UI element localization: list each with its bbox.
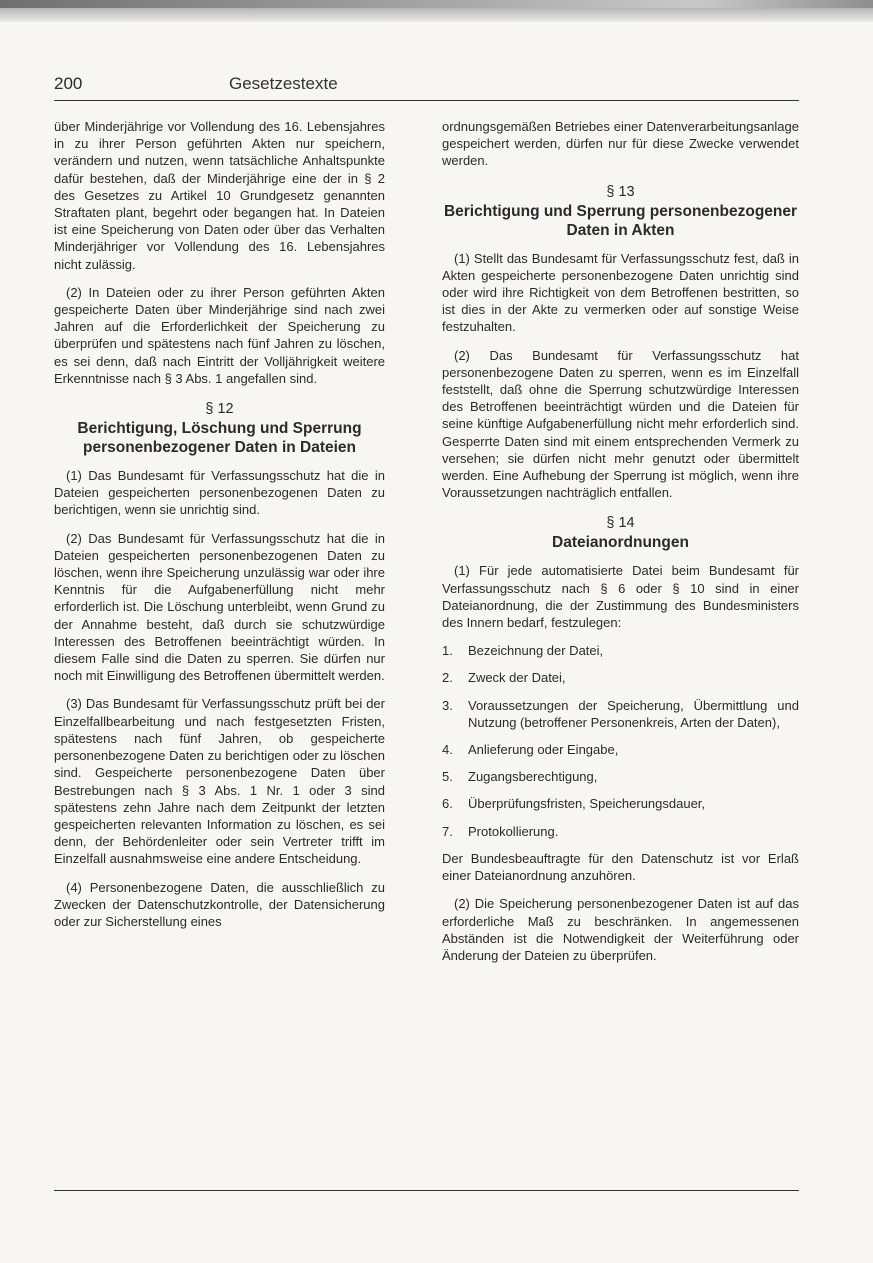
section-14-list [442,642,799,840]
paragraph-continued: über Minderjährige vor Vollendung des 16. Lebensjahres in zu ihrer Person geführten Akten nur speichern, verändern und nutzen, wenn tatsächliche Anhaltspunkte dafür bestehen, daß der Minderjährige eine der in § 2 des Gesetzes zu Artikel 10 Grundgesetz genannten Straftaten plant, begehrt oder begangen hat. In Dateien ist eine Speicherung von Daten oder über das Verhalten Minderjähriger vor Vollendung des 16. Lebensjahres nicht zulässig. [54,119,385,272]
section-13-number: § 13 [606,183,635,200]
section-12-paragraph-4: (4) Personenbezogene Daten, die ausschließlich zu Zwecken der Datenschutzkontrolle, der Datensicherung oder zur Sicherstellung eines [54,879,385,929]
list-item-text: Anlieferung oder Eingabe, [468,742,619,758]
list-item-number: 7. [442,823,453,839]
list-item-text: Zugangsberechtigung, [468,769,598,785]
right-column [442,118,799,975]
list-item-text: Zweck der Datei, [468,670,566,686]
paragraph-continued-right: ordnungsgemäßen Betriebes einer Datenverarbeitungsanlage gespeichert werden, dürfen nur für diese Zwecke verwendet werden. [442,119,799,169]
running-title: Gesetzestexte [229,74,338,93]
list-item-text: Überprüfungsfristen, Speicherungsdauer, [468,796,706,812]
section-12-paragraph-1: (1) Das Bundesamt für Verfassungsschutz hat die in Dateien gespeicherten personenbezogenen Daten zu berichtigen, wenn sie unrichtig sind. [54,468,385,518]
footer-rule [54,1190,799,1191]
list-item-number: 1. [442,643,453,659]
section-13-title: Berichtigung und Sperrung personenbezogener Daten in Akten [443,202,798,239]
list-item-number: 2. [442,670,453,686]
page-number: 200 [54,74,83,93]
list-item-text: Bezeichnung der Datei, [468,643,604,659]
section-12-paragraph-2: (2) Das Bundesamt für Verfassungsschutz hat die in Dateien gespeicherten personenbezogenen Daten zu löschen, wenn ihre Speicherung unzulässig war oder ihre Kenntnis für die Aufgabenerfüllung nicht mehr erforderlich ist. Die Löschung unterbleibt, wenn Grund zu der Annahme besteht, daß durch sie schutzwürdige Interessen des Betroffenen beeinträchtigt würden. In diesem Falle sind die Daten zu sperren. Sie dürfen nur noch mit Einwilligung des Betroffenen übermittelt werden. [54,530,385,684]
left-column [54,118,385,941]
list-item [442,768,799,785]
list-item-number: 4. [442,742,453,758]
section-12-number: § 12 [205,401,234,418]
list-item [442,642,799,659]
list-item [442,741,799,758]
list-item [442,669,799,686]
section-14-number: § 14 [606,515,635,532]
list-item-text: Protokollierung. [468,823,559,839]
section-14-paragraph-2: Der Bundesbeauftragte für den Datenschutz ist vor Erlaß einer Dateianordnung anzuhören. [442,850,799,884]
section-13-paragraph-2: (2) Das Bundesamt für Verfassungsschutz hat personenbezogene Daten zu sperren, wenn es im Einzelfall feststellt, daß ohne die Sperrung schutzwürdige Interessen des Betroffenen beeinträchtigt würden und die Dateien für seine künftige Aufgabenerfüllung nicht mehr erforderlich sind. Gesperrte Daten sind mit einem entsprechenden Vermerk zu versehen; sie dürfen nicht mehr genutzt oder übermittelt werden. Eine Aufhebung der Sperrung ist möglich, wenn ihre Voraussetzungen nachträglich entfallen. [442,347,799,501]
page-header [54,72,799,101]
list-item-text: Voraussetzungen der Speicherung, Übermittlung und Nutzung (betroffener Personenkreis, Arten der Daten), [468,697,799,730]
list-item [442,697,799,731]
section-14-paragraph-1: (1) Für jede automatisierte Datei beim Bundesamt für Verfassungsschutz nach § 6 oder § 10 sind in einer Dateianordnung, die der Zustimmung des Bundesministers des Innern bedarf, festzulegen: [442,563,799,631]
section-13-paragraph-1: (1) Stellt das Bundesamt für Verfassungsschutz fest, daß in Akten gespeicherte personenbezogene Daten unrichtig sind oder wird ihre Richtigkeit von dem Betroffenen bestritten, so ist dies in der Akte zu vermerken oder auf sonstige Weise festzuhalten. [442,250,799,335]
section-12-paragraph-3: (3) Das Bundesamt für Verfassungsschutz prüft bei der Einzelfallbearbeitung und nach festgesetzten Fristen, spätestens nach fünf Jahren, ob gespeicherte personenbezogene Daten zu berichtigen oder zu löschen sind. Gespeicherte personenbezogene Daten über Bestrebungen nach § 3 Abs. 1 Nr. 1 oder 3 sind spätestens zehn Jahre nach dem Zeitpunkt der letzten gespeicherten relevanten Information zu löschen, es sei denn, der Behördenleiter oder sein Vertreter trifft im Einzelfall ausnahmsweise eine andere Entscheidung. [54,696,385,867]
section-14-title: Dateianordnungen [552,534,689,552]
list-item-number: 6. [442,796,453,812]
scan-edge [0,0,873,8]
list-item [442,795,799,812]
section-12-title: Berichtigung, Löschung und Sperrung personenbezogener Daten in Dateien [77,420,362,457]
section-14-paragraph-3: (2) Die Speicherung personenbezogener Daten ist auf das erforderliche Maß zu beschränken. In angemessenen Abständen ist die Notwendigkeit der Weiterführung oder Änderung der Dateien zu überprüfen. [442,896,799,963]
list-item-number: 3. [442,697,453,713]
paragraph-2: (2) In Dateien oder zu ihrer Person geführten Akten gespeicherte Daten über Minderjährige sind nach zwei Jahren auf die Erforderlichkeit der Speicherung zu überprüfen und spätestens nach fünf Jahren zu löschen, es sei denn, daß nach Eintritt der Volljährigkeit weitere Erkenntnisse nach § 3 Abs. 1 angefallen sind. [54,284,385,386]
list-item [442,823,799,840]
list-item-number: 5. [442,769,453,785]
